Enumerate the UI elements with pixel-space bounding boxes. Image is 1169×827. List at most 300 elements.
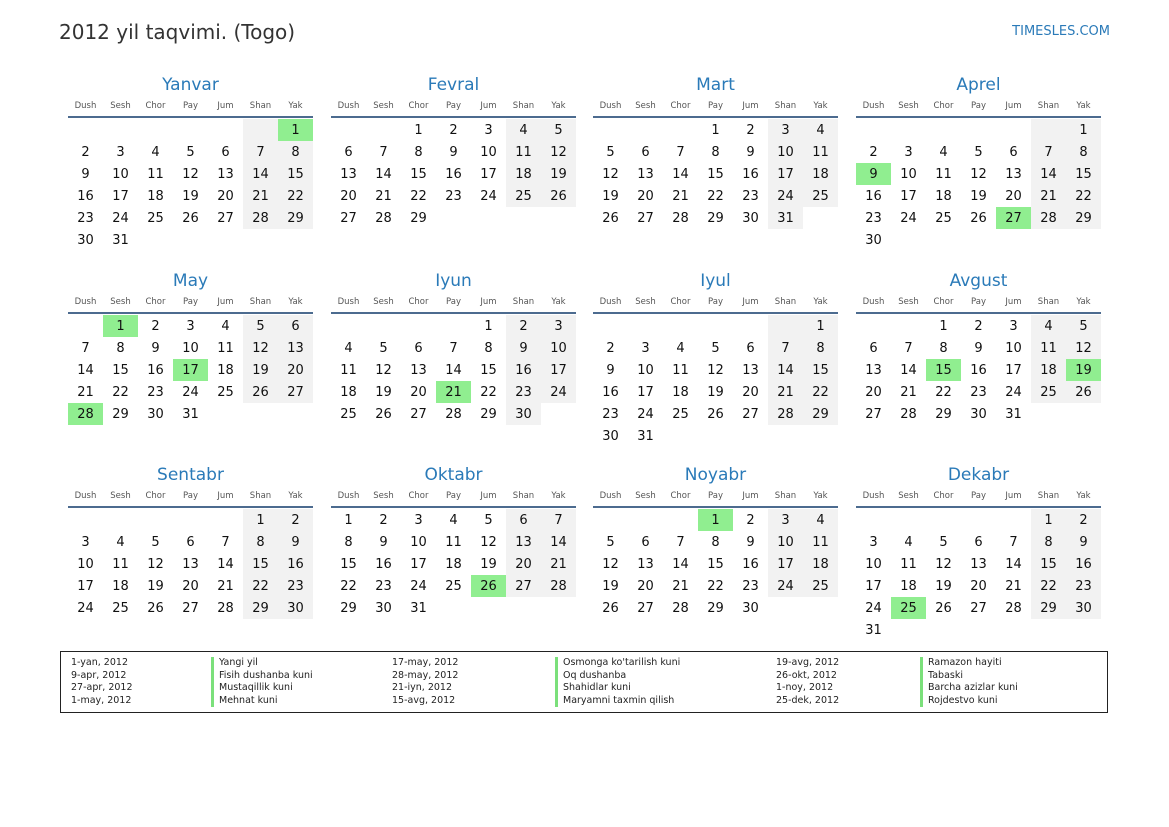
day-cell[interactable]: 6 (974, 534, 983, 550)
day-cell[interactable]: 6 (1009, 144, 1018, 160)
day-cell[interactable]: 18 (1031, 359, 1066, 381)
day-cell[interactable]: 29 (112, 406, 129, 422)
day-cell[interactable]: 15 (707, 556, 724, 572)
day-cell[interactable]: 6 (278, 315, 313, 337)
day-cell[interactable]: 15 (803, 359, 838, 381)
day-cell[interactable]: 6 (506, 509, 541, 531)
day-cell[interactable]: 27 (340, 210, 357, 226)
day-cell[interactable]: 12 (602, 556, 619, 572)
day-cell[interactable]: 13 (865, 362, 882, 378)
day-cell[interactable]: 13 (278, 337, 313, 359)
day-cell[interactable]: 7 (379, 144, 388, 160)
day-cell[interactable]: 20 (410, 384, 427, 400)
day-cell[interactable]: 26 (602, 210, 619, 226)
day-cell[interactable]: 21 (900, 384, 917, 400)
day-cell[interactable]: 10 (182, 340, 199, 356)
day-cell[interactable]: 4 (221, 318, 230, 334)
day-cell[interactable]: 11 (217, 340, 234, 356)
day-cell[interactable]: 29 (243, 597, 278, 619)
day-cell[interactable]: 24 (768, 575, 803, 597)
day-cell[interactable]: 3 (869, 534, 878, 550)
day-cell[interactable]: 26 (243, 381, 278, 403)
day-cell[interactable]: 30 (602, 428, 619, 444)
day-cell[interactable]: 31 (865, 622, 882, 638)
day-cell[interactable]: 23 (77, 210, 94, 226)
day-cell[interactable]: 30 (147, 406, 164, 422)
day-cell[interactable]: 16 (742, 166, 759, 182)
day-cell[interactable]: 13 (340, 166, 357, 182)
day-cell[interactable]: 20 (970, 578, 987, 594)
day-cell[interactable]: 29 (707, 600, 724, 616)
day-cell[interactable]: 14 (217, 556, 234, 572)
day-cell[interactable]: 19 (602, 188, 619, 204)
day-cell[interactable]: 30 (77, 232, 94, 248)
day-cell[interactable]: 16 (77, 188, 94, 204)
day-cell[interactable]: 31 (112, 232, 129, 248)
day-cell[interactable]: 10 (480, 144, 497, 160)
day-cell[interactable]: 25 (147, 210, 164, 226)
day-cell[interactable]: 16 (445, 166, 462, 182)
day-cell[interactable]: 22 (112, 384, 129, 400)
day-cell[interactable]: 27 (637, 600, 654, 616)
day-cell[interactable]: 7 (676, 534, 685, 550)
day-cell[interactable]: 8 (484, 340, 493, 356)
day-cell[interactable]: 1 (1031, 509, 1066, 531)
day-cell[interactable]: 9 (974, 340, 983, 356)
day-cell[interactable]: 6 (414, 340, 423, 356)
day-cell[interactable]: 26 (707, 406, 724, 422)
day-cell[interactable]: 28 (217, 600, 234, 616)
day-cell[interactable]: 11 (803, 531, 838, 553)
day-cell[interactable]: 19 (1066, 359, 1101, 381)
day-cell[interactable]: 29 (1031, 597, 1066, 619)
day-cell[interactable]: 22 (707, 188, 724, 204)
day-cell[interactable]: 16 (147, 362, 164, 378)
day-cell[interactable]: 8 (243, 531, 278, 553)
day-cell[interactable]: 18 (803, 163, 838, 185)
day-cell[interactable]: 17 (112, 188, 129, 204)
day-cell[interactable]: 12 (602, 166, 619, 182)
day-cell[interactable]: 5 (243, 315, 278, 337)
day-cell[interactable]: 3 (541, 315, 576, 337)
day-cell[interactable]: 12 (480, 534, 497, 550)
day-cell[interactable]: 18 (506, 163, 541, 185)
day-cell[interactable]: 11 (340, 362, 357, 378)
day-cell[interactable]: 13 (217, 166, 234, 182)
day-cell[interactable]: 14 (541, 531, 576, 553)
day-cell[interactable]: 18 (445, 556, 462, 572)
day-cell[interactable]: 30 (506, 403, 541, 425)
day-cell[interactable]: 17 (900, 188, 917, 204)
day-cell[interactable]: 16 (278, 553, 313, 575)
day-cell[interactable]: 4 (116, 534, 125, 550)
day-cell[interactable]: 21 (243, 185, 278, 207)
day-cell[interactable]: 19 (182, 188, 199, 204)
day-cell[interactable]: 1 (939, 318, 948, 334)
day-cell[interactable]: 23 (278, 575, 313, 597)
day-cell[interactable]: 21 (1005, 578, 1022, 594)
day-cell[interactable]: 27 (506, 575, 541, 597)
day-cell[interactable]: 4 (803, 119, 838, 141)
day-cell[interactable]: 27 (637, 210, 654, 226)
day-cell[interactable]: 14 (672, 556, 689, 572)
day-cell[interactable]: 24 (865, 600, 882, 616)
day-cell[interactable]: 31 (768, 207, 803, 229)
day-cell[interactable]: 23 (602, 406, 619, 422)
day-cell[interactable]: 4 (151, 144, 160, 160)
day-cell[interactable]: 7 (243, 141, 278, 163)
day-cell[interactable]: 8 (939, 340, 948, 356)
day-cell[interactable]: 29 (1066, 207, 1101, 229)
day-cell[interactable]: 25 (803, 185, 838, 207)
day-cell[interactable]: 22 (803, 381, 838, 403)
day-cell[interactable]: 27 (278, 381, 313, 403)
day-cell[interactable]: 11 (1031, 337, 1066, 359)
day-cell[interactable]: 1 (484, 318, 493, 334)
day-cell[interactable]: 3 (904, 144, 913, 160)
day-cell[interactable]: 12 (935, 556, 952, 572)
day-cell[interactable]: 19 (480, 556, 497, 572)
day-cell[interactable]: 5 (484, 512, 493, 528)
day-cell[interactable]: 8 (711, 144, 720, 160)
day-cell[interactable]: 21 (672, 578, 689, 594)
day-cell[interactable]: 17 (1005, 362, 1022, 378)
day-cell[interactable]: 28 (1031, 207, 1066, 229)
site-link[interactable]: TIMESLES.COM (1012, 24, 1110, 39)
day-cell[interactable]: 28 (672, 210, 689, 226)
day-cell[interactable]: 1 (243, 509, 278, 531)
day-cell[interactable]: 12 (1066, 337, 1101, 359)
day-cell[interactable]: 9 (746, 144, 755, 160)
day-cell[interactable]: 21 (375, 188, 392, 204)
day-cell[interactable]: 29 (340, 600, 357, 616)
day-cell[interactable]: 13 (637, 166, 654, 182)
day-cell[interactable]: 6 (746, 340, 755, 356)
day-cell[interactable]: 3 (1009, 318, 1018, 334)
day-cell[interactable]: 11 (900, 556, 917, 572)
day-cell[interactable]: 1 (1066, 119, 1101, 141)
day-cell[interactable]: 10 (541, 337, 576, 359)
day-cell[interactable]: 18 (803, 553, 838, 575)
day-cell[interactable]: 7 (449, 340, 458, 356)
day-cell[interactable]: 14 (445, 362, 462, 378)
day-cell[interactable]: 20 (278, 359, 313, 381)
day-cell[interactable]: 3 (768, 509, 803, 531)
day-cell[interactable]: 29 (935, 406, 952, 422)
day-cell[interactable]: 11 (506, 141, 541, 163)
day-cell[interactable]: 5 (541, 119, 576, 141)
day-cell[interactable]: 4 (939, 144, 948, 160)
day-cell[interactable]: 26 (970, 210, 987, 226)
day-cell[interactable]: 2 (506, 315, 541, 337)
day-cell[interactable]: 23 (375, 578, 392, 594)
day-cell[interactable]: 27 (410, 406, 427, 422)
day-cell[interactable]: 18 (900, 578, 917, 594)
day-cell[interactable]: 24 (541, 381, 576, 403)
day-cell[interactable]: 4 (1031, 315, 1066, 337)
day-cell[interactable]: 13 (742, 362, 759, 378)
day-cell[interactable]: 18 (217, 362, 234, 378)
day-cell[interactable]: 22 (340, 578, 357, 594)
day-cell[interactable]: 2 (1066, 509, 1101, 531)
day-cell[interactable]: 21 (541, 553, 576, 575)
day-cell[interactable]: 25 (803, 575, 838, 597)
day-cell[interactable]: 28 (68, 403, 103, 425)
day-cell[interactable]: 19 (375, 384, 392, 400)
day-cell[interactable]: 18 (935, 188, 952, 204)
day-cell[interactable]: 5 (939, 534, 948, 550)
day-cell[interactable]: 30 (375, 600, 392, 616)
day-cell[interactable]: 23 (865, 210, 882, 226)
day-cell[interactable]: 15 (926, 359, 961, 381)
day-cell[interactable]: 19 (541, 163, 576, 185)
day-cell[interactable]: 14 (1005, 556, 1022, 572)
day-cell[interactable]: 26 (541, 185, 576, 207)
day-cell[interactable]: 4 (803, 509, 838, 531)
day-cell[interactable]: 14 (375, 166, 392, 182)
day-cell[interactable]: 8 (803, 337, 838, 359)
day-cell[interactable]: 25 (340, 406, 357, 422)
day-cell[interactable]: 24 (112, 210, 129, 226)
day-cell[interactable]: 21 (672, 188, 689, 204)
day-cell[interactable]: 16 (970, 362, 987, 378)
day-cell[interactable]: 26 (147, 600, 164, 616)
day-cell[interactable]: 25 (1031, 381, 1066, 403)
day-cell[interactable]: 3 (81, 534, 90, 550)
day-cell[interactable]: 12 (375, 362, 392, 378)
day-cell[interactable]: 18 (112, 578, 129, 594)
day-cell[interactable]: 1 (344, 512, 353, 528)
day-cell[interactable]: 2 (746, 122, 755, 138)
day-cell[interactable]: 23 (445, 188, 462, 204)
day-cell[interactable]: 8 (344, 534, 353, 550)
day-cell[interactable]: 2 (81, 144, 90, 160)
day-cell[interactable]: 10 (768, 531, 803, 553)
day-cell[interactable]: 7 (768, 337, 803, 359)
day-cell[interactable]: 28 (900, 406, 917, 422)
day-cell[interactable]: 26 (471, 575, 506, 597)
day-cell[interactable]: 10 (112, 166, 129, 182)
day-cell[interactable]: 16 (1066, 553, 1101, 575)
day-cell[interactable]: 8 (278, 141, 313, 163)
day-cell[interactable]: 26 (935, 600, 952, 616)
day-cell[interactable]: 15 (278, 163, 313, 185)
day-cell[interactable]: 28 (768, 403, 803, 425)
day-cell[interactable]: 9 (449, 144, 458, 160)
day-cell[interactable]: 26 (375, 406, 392, 422)
day-cell[interactable]: 9 (151, 340, 160, 356)
day-cell[interactable]: 8 (116, 340, 125, 356)
day-cell[interactable]: 14 (900, 362, 917, 378)
day-cell[interactable]: 13 (637, 556, 654, 572)
day-cell[interactable]: 12 (970, 166, 987, 182)
day-cell[interactable]: 4 (506, 119, 541, 141)
day-cell[interactable]: 3 (641, 340, 650, 356)
day-cell[interactable]: 28 (445, 406, 462, 422)
day-cell[interactable]: 9 (856, 163, 891, 185)
day-cell[interactable]: 17 (637, 384, 654, 400)
day-cell[interactable]: 27 (217, 210, 234, 226)
day-cell[interactable]: 19 (707, 384, 724, 400)
day-cell[interactable]: 25 (445, 578, 462, 594)
day-cell[interactable]: 4 (344, 340, 353, 356)
day-cell[interactable]: 19 (243, 359, 278, 381)
day-cell[interactable]: 2 (974, 318, 983, 334)
day-cell[interactable]: 21 (217, 578, 234, 594)
day-cell[interactable]: 24 (900, 210, 917, 226)
day-cell[interactable]: 5 (1066, 315, 1101, 337)
day-cell[interactable]: 31 (1005, 406, 1022, 422)
day-cell[interactable]: 23 (1066, 575, 1101, 597)
day-cell[interactable]: 8 (1066, 141, 1101, 163)
day-cell[interactable]: 21 (768, 381, 803, 403)
day-cell[interactable]: 4 (676, 340, 685, 356)
day-cell[interactable]: 3 (186, 318, 195, 334)
day-cell[interactable]: 27 (182, 600, 199, 616)
day-cell[interactable]: 15 (480, 362, 497, 378)
day-cell[interactable]: 1 (103, 315, 138, 337)
day-cell[interactable]: 15 (340, 556, 357, 572)
day-cell[interactable]: 17 (480, 166, 497, 182)
day-cell[interactable]: 14 (1031, 163, 1066, 185)
day-cell[interactable]: 20 (865, 384, 882, 400)
day-cell[interactable]: 31 (410, 600, 427, 616)
day-cell[interactable]: 4 (904, 534, 913, 550)
day-cell[interactable]: 2 (869, 144, 878, 160)
day-cell[interactable]: 21 (436, 381, 471, 403)
day-cell[interactable]: 20 (637, 578, 654, 594)
day-cell[interactable]: 20 (637, 188, 654, 204)
day-cell[interactable]: 17 (173, 359, 208, 381)
day-cell[interactable]: 20 (1005, 188, 1022, 204)
day-cell[interactable]: 17 (410, 556, 427, 572)
day-cell[interactable]: 10 (865, 556, 882, 572)
day-cell[interactable]: 17 (541, 359, 576, 381)
day-cell[interactable]: 10 (900, 166, 917, 182)
day-cell[interactable]: 15 (1066, 163, 1101, 185)
day-cell[interactable]: 6 (221, 144, 230, 160)
day-cell[interactable]: 1 (803, 315, 838, 337)
day-cell[interactable]: 24 (637, 406, 654, 422)
day-cell[interactable]: 6 (344, 144, 353, 160)
day-cell[interactable]: 11 (803, 141, 838, 163)
day-cell[interactable]: 9 (278, 531, 313, 553)
day-cell[interactable]: 30 (865, 232, 882, 248)
day-cell[interactable]: 7 (81, 340, 90, 356)
day-cell[interactable]: 23 (970, 384, 987, 400)
day-cell[interactable]: 22 (480, 384, 497, 400)
day-cell[interactable]: 30 (970, 406, 987, 422)
day-cell[interactable]: 17 (865, 578, 882, 594)
day-cell[interactable]: 5 (606, 534, 615, 550)
day-cell[interactable]: 20 (742, 384, 759, 400)
day-cell[interactable]: 22 (707, 578, 724, 594)
day-cell[interactable]: 23 (742, 188, 759, 204)
day-cell[interactable]: 24 (768, 185, 803, 207)
day-cell[interactable]: 29 (707, 210, 724, 226)
day-cell[interactable]: 12 (541, 141, 576, 163)
day-cell[interactable]: 5 (186, 144, 195, 160)
day-cell[interactable]: 13 (506, 531, 541, 553)
day-cell[interactable]: 2 (746, 512, 755, 528)
day-cell[interactable]: 28 (1005, 600, 1022, 616)
day-cell[interactable]: 10 (77, 556, 94, 572)
day-cell[interactable]: 2 (278, 509, 313, 531)
day-cell[interactable]: 28 (541, 575, 576, 597)
day-cell[interactable]: 10 (637, 362, 654, 378)
day-cell[interactable]: 25 (672, 406, 689, 422)
day-cell[interactable]: 7 (904, 340, 913, 356)
day-cell[interactable]: 13 (182, 556, 199, 572)
day-cell[interactable]: 15 (707, 166, 724, 182)
day-cell[interactable]: 30 (278, 597, 313, 619)
day-cell[interactable]: 11 (112, 556, 129, 572)
day-cell[interactable]: 6 (641, 534, 650, 550)
day-cell[interactable]: 18 (672, 384, 689, 400)
day-cell[interactable]: 28 (375, 210, 392, 226)
day-cell[interactable]: 3 (768, 119, 803, 141)
day-cell[interactable]: 29 (410, 210, 427, 226)
day-cell[interactable]: 28 (243, 207, 278, 229)
day-cell[interactable]: 7 (1031, 141, 1066, 163)
day-cell[interactable]: 16 (506, 359, 541, 381)
day-cell[interactable]: 13 (410, 362, 427, 378)
day-cell[interactable]: 22 (935, 384, 952, 400)
day-cell[interactable]: 25 (506, 185, 541, 207)
day-cell[interactable]: 23 (506, 381, 541, 403)
day-cell[interactable]: 6 (186, 534, 195, 550)
day-cell[interactable]: 5 (711, 340, 720, 356)
day-cell[interactable]: 1 (414, 122, 423, 138)
day-cell[interactable]: 13 (1005, 166, 1022, 182)
day-cell[interactable]: 5 (974, 144, 983, 160)
day-cell[interactable]: 24 (1005, 384, 1022, 400)
day-cell[interactable]: 16 (602, 384, 619, 400)
day-cell[interactable]: 7 (541, 509, 576, 531)
day-cell[interactable]: 18 (147, 188, 164, 204)
day-cell[interactable]: 26 (602, 600, 619, 616)
day-cell[interactable]: 11 (147, 166, 164, 182)
day-cell[interactable]: 30 (742, 210, 759, 226)
day-cell[interactable]: 17 (768, 163, 803, 185)
day-cell[interactable]: 1 (278, 119, 313, 141)
day-cell[interactable]: 7 (221, 534, 230, 550)
day-cell[interactable]: 11 (935, 166, 952, 182)
day-cell[interactable]: 29 (803, 403, 838, 425)
day-cell[interactable]: 29 (278, 207, 313, 229)
day-cell[interactable]: 17 (768, 553, 803, 575)
day-cell[interactable]: 18 (340, 384, 357, 400)
day-cell[interactable]: 16 (375, 556, 392, 572)
day-cell[interactable]: 25 (891, 597, 926, 619)
day-cell[interactable]: 19 (935, 578, 952, 594)
day-cell[interactable]: 27 (996, 207, 1031, 229)
day-cell[interactable]: 31 (637, 428, 654, 444)
day-cell[interactable]: 19 (147, 578, 164, 594)
day-cell[interactable]: 15 (410, 166, 427, 182)
day-cell[interactable]: 12 (147, 556, 164, 572)
day-cell[interactable]: 24 (182, 384, 199, 400)
day-cell[interactable]: 21 (1031, 185, 1066, 207)
day-cell[interactable]: 21 (77, 384, 94, 400)
day-cell[interactable]: 10 (768, 141, 803, 163)
day-cell[interactable]: 22 (410, 188, 427, 204)
day-cell[interactable]: 10 (410, 534, 427, 550)
day-cell[interactable]: 23 (742, 578, 759, 594)
day-cell[interactable]: 15 (112, 362, 129, 378)
day-cell[interactable]: 20 (217, 188, 234, 204)
day-cell[interactable]: 8 (414, 144, 423, 160)
